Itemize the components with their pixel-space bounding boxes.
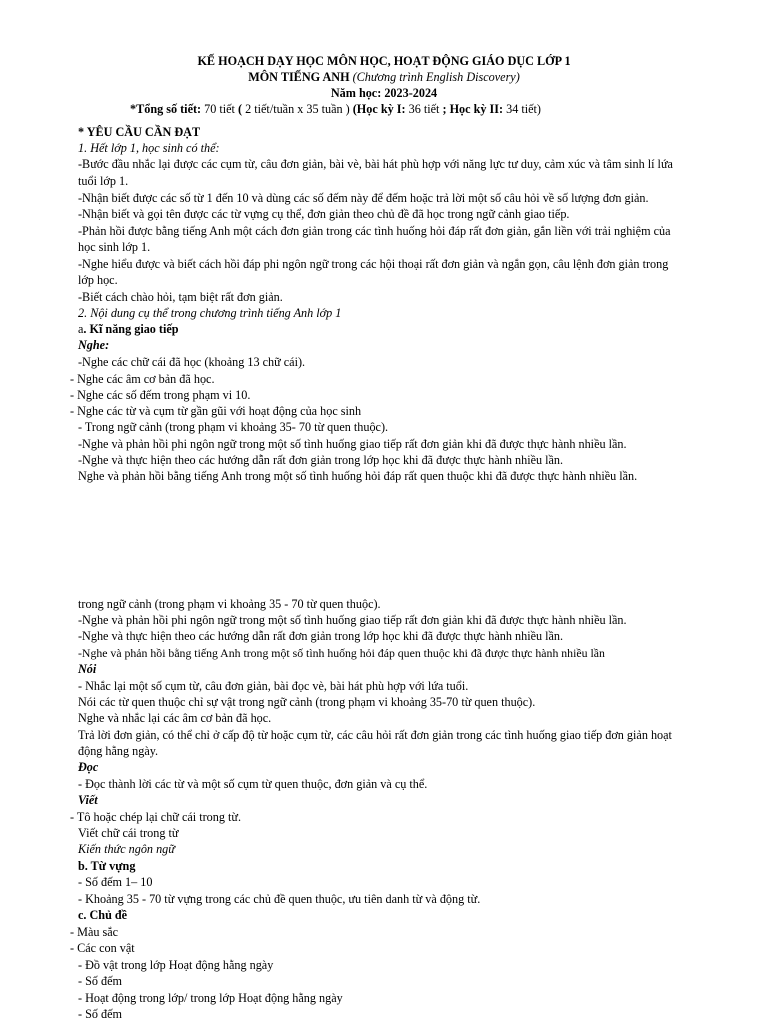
speaking-line: Trả lời đơn giản, có thể chỉ ở cấp độ từ hoặc cụm từ, các câu hỏi rất đơn giản trong các tình huống giao tiếp đơn giản hoạt — [78, 728, 672, 742]
reading-line: - Đọc thành lời các từ và một số cụm từ quen thuộc, đơn giản và cụ thể. — [78, 777, 428, 791]
total-label: *Tổng số tiết: — [130, 102, 202, 116]
topic-item: - Màu sắc — [70, 925, 119, 939]
language-knowledge-label: Kiến thức ngôn ngữ — [78, 842, 175, 856]
writing-line: Viết chữ cái trong từ — [78, 826, 179, 840]
listening-line: -Nghe và phản hồi phi ngôn ngữ trong một số tình huống giao tiếp rất đơn giản khi đã được thực hành nhiều lần. — [78, 437, 627, 451]
requirement-line: học sinh lớp 1. — [78, 240, 151, 254]
topic-item: - Các con vật — [70, 941, 135, 955]
listening-line: - Nghe các âm cơ bản đã học. — [70, 372, 215, 386]
requirement-line: lớp học. — [78, 273, 118, 287]
listening-line: - Nghe các từ và cụm từ gần gũi với hoạt động của học sinh — [70, 404, 362, 418]
speaking-line: - Nhắc lại một số cụm từ, câu đơn giản, bài đọc vè, bài hát phù hợp với lứa tuổi. — [78, 679, 469, 693]
listening-line: -Nghe và phản hồi bằng tiếng Anh trong một số tình huống hỏi đáp quen thuộc khi đã được thực hành nhiều lần — [78, 646, 605, 660]
subject-name: MÔN TIẾNG ANH — [248, 70, 350, 84]
vocabulary-heading: b. Từ vựng — [78, 859, 136, 873]
section-a-title: . Kĩ năng giao tiếp — [83, 322, 179, 336]
reading-label: Đọc — [78, 760, 99, 774]
subject-line — [0, 69, 768, 85]
requirements-intro: 1. Hết lớp 1, học sinh có thể: — [78, 141, 220, 155]
section-a-prefix: a — [78, 322, 84, 336]
topics-heading: c. Chủ đề — [78, 908, 128, 922]
listening-label: Nghe: — [78, 338, 110, 352]
speaking-line: Nói các từ quen thuộc chỉ sự vật trong ngữ cảnh (trong phạm vi khoảng 35-70 từ quen thuộc). — [78, 695, 536, 709]
content-intro: 2. Nội dung cụ thể trong chương trình tiếng Anh lớp 1 — [78, 306, 342, 320]
topic-item: - Số đếm — [78, 1007, 123, 1021]
writing-label: Viết — [78, 793, 98, 807]
section-a-heading — [78, 321, 179, 337]
requirement-line: -Nghe hiểu được và biết cách hồi đáp phi ngôn ngữ trong các hội thoại rất đơn giản và ngắn gọn, câu lệnh đơn giản trong — [78, 257, 669, 271]
requirement-line: -Biết cách chào hỏi, tạm biệt rất đơn giản. — [78, 290, 283, 304]
requirement-line: tuổi lớp 1. — [78, 174, 129, 188]
vocabulary-line: - Số đếm 1– 10 — [78, 875, 153, 889]
requirements-heading: * YÊU CẦU CẦN ĐẠT — [78, 125, 201, 139]
requirement-line: -Phản hồi được bằng tiếng Anh một cách đơn giản trong các tình huống hỏi đáp rất đơn giản, gắn liền với trải nghiệm của — [78, 224, 671, 238]
speaking-label: Nói — [78, 662, 97, 676]
topic-item: - Số đếm — [78, 974, 123, 988]
total-periods-line — [130, 101, 541, 117]
sem1-value: 36 tiết — [405, 102, 443, 116]
sem2-value: 34 tiết) — [503, 102, 541, 116]
total-paren: ( — [238, 102, 243, 116]
school-year: Năm học: 2023-2024 — [330, 86, 438, 100]
listening-line: -Nghe các chữ cái đã học (khoảng 13 chữ cái). — [78, 355, 306, 369]
listening-line: - Nghe các số đếm trong phạm vi 10. — [70, 388, 251, 402]
listening-line: - Trong ngữ cảnh (trong phạm vi khoảng 35- 70 từ quen thuộc). — [78, 420, 389, 434]
listening-line: -Nghe và thực hiện theo các hướng dẫn rất đơn giản trong lớp học khi đã được thực hành nhiều lần. — [78, 453, 564, 467]
subject-note: (Chương trình English Discovery) — [352, 70, 520, 84]
listening-line: -Nghe và phản hồi phi ngôn ngữ trong một số tình huống giao tiếp rất đơn giản khi đã được thực hành nhiều lần. — [78, 613, 627, 627]
speaking-line: động hằng ngày. — [78, 744, 159, 758]
sem1-label: (Học kỳ I: — [352, 102, 406, 116]
total-detail: 2 tiết/tuần x 35 tuần ) — [242, 102, 353, 116]
speaking-line: Nghe và nhắc lại các âm cơ bản đã học. — [78, 711, 272, 725]
listening-line: -Nghe và thực hiện theo các hướng dẫn rất đơn giản trong lớp học khi đã được thực hành nhiều lần. — [78, 629, 564, 643]
requirement-line: -Nhận biết và gọi tên được các từ vựng cụ thể, đơn giản theo chủ đề đã học trong ngữ cảnh giao tiếp. — [78, 207, 570, 221]
topic-item: - Hoạt động trong lớp/ trong lớp Hoạt động hằng ngày — [78, 991, 343, 1005]
requirement-line: -Nhận biết được các số từ 1 đến 10 và dùng các số đếm này để đếm hoặc trả lời một số câu hỏi về số lượng đơn giản. — [78, 191, 649, 205]
listening-line: trong ngữ cảnh (trong phạm vi khoảng 35 - 70 từ quen thuộc). — [78, 597, 381, 611]
writing-line: - Tô hoặc chép lại chữ cái trong từ. — [70, 810, 242, 824]
vocabulary-line: - Khoảng 35 - 70 từ vựng trong các chủ đề quen thuộc, ưu tiên danh từ và động từ. — [78, 892, 481, 906]
document-title: KẾ HOẠCH DẠY HỌC MÔN HỌC, HOẠT ĐỘNG GIÁO DỤC LỚP 1 — [197, 54, 571, 68]
listening-line: Nghe và phản hồi bằng tiếng Anh trong một số tình huống hỏi đáp rất quen thuộc khi đã được thực hành nhiều lần. — [78, 469, 638, 483]
topic-item: - Đồ vật trong lớp Hoạt động hằng ngày — [78, 958, 274, 972]
sem2-label: ; Học kỳ II: — [442, 102, 504, 116]
requirement-line: -Bước đầu nhắc lại được các cụm từ, câu đơn giản, bài vè, bài hát phù hợp với năng lực tư duy, cảm xúc và tâm sinh lí lứa — [78, 157, 673, 171]
total-value: 70 tiết — [201, 102, 238, 116]
